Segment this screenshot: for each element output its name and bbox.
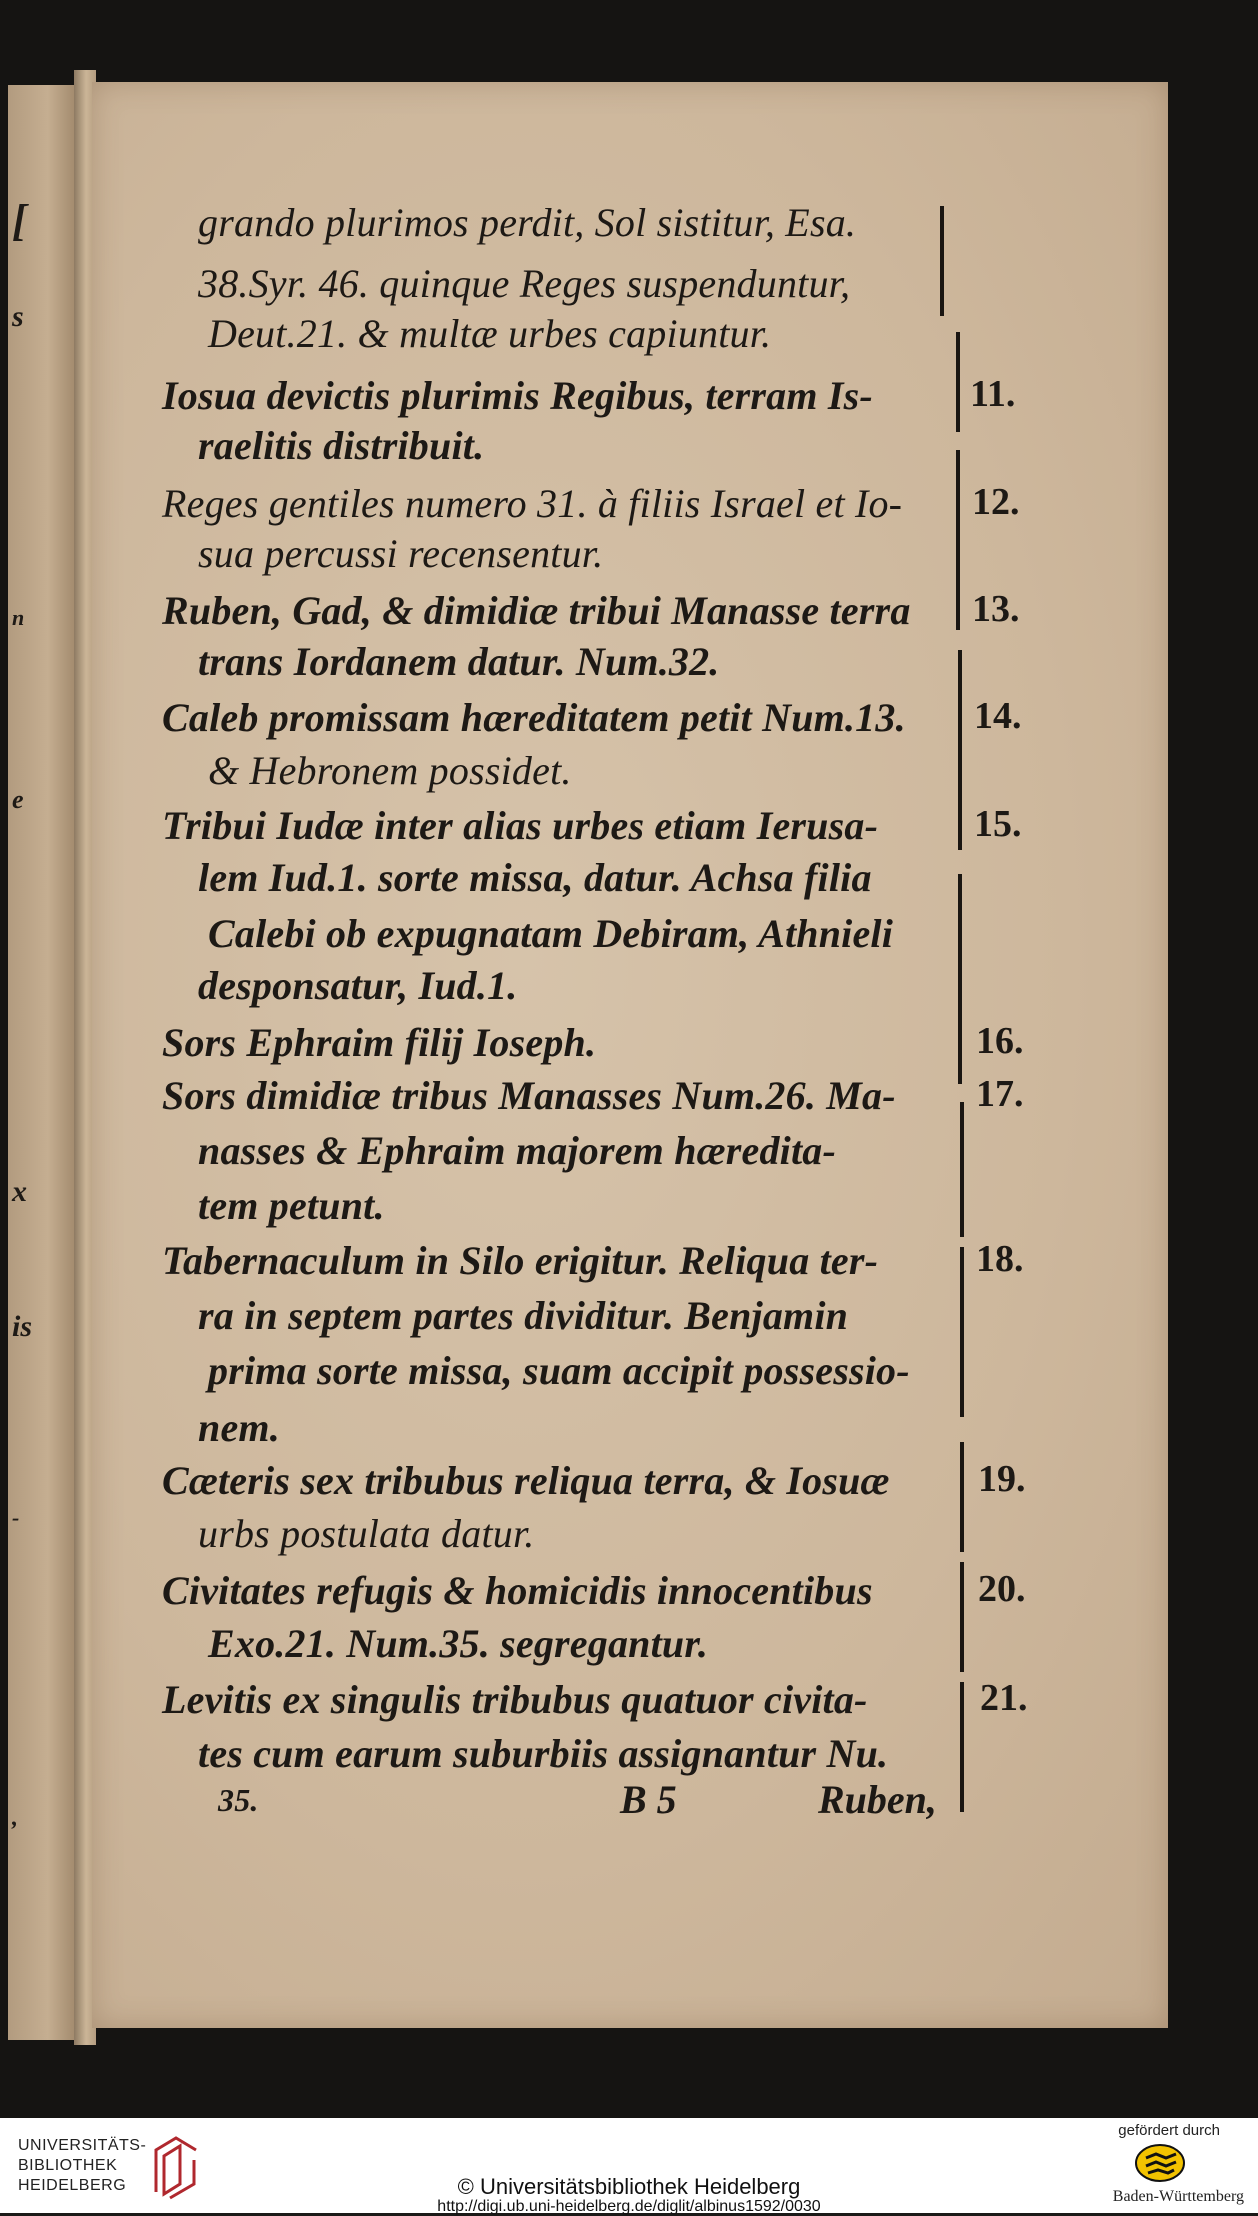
- chapter-number: 16.: [976, 1020, 1024, 1062]
- chapter-number: 11.: [970, 373, 1016, 415]
- facing-page-glyphs: [ s n e x is - ,: [12, 196, 33, 1831]
- chapter-number: 21.: [980, 1677, 1028, 1719]
- text-line: trans Iordanem datur. Num.32.: [198, 639, 720, 684]
- marginal-bracket: [960, 1682, 964, 1812]
- text-line: Calebi ob expugnatam Debiram, Athnieli: [208, 911, 894, 956]
- text-line: Tabernaculum in Silo erigitur. Reliqua ter-: [162, 1238, 879, 1283]
- marginal-bracket: [940, 206, 944, 316]
- chapter-number: 15.: [974, 803, 1022, 845]
- library-line: UNIVERSITÄTS-: [18, 2137, 147, 2154]
- marginal-bracket: [960, 1247, 964, 1417]
- text-line: desponsatur, Iud.1.: [198, 963, 518, 1008]
- text-line: sua percussi recensentur.: [198, 531, 604, 576]
- facing-page-edge: [8, 85, 76, 2040]
- text-line: Civitates refugis & homicidis innocentibus: [162, 1568, 873, 1613]
- text-line: Exo.21. Num.35. segregantur.: [208, 1621, 709, 1666]
- copyright-text: © Universitätsbibliothek Heidelberg: [457, 2174, 801, 2199]
- marginal-bracket: [956, 450, 960, 630]
- footer-bar: [0, 2118, 1258, 2213]
- marginal-bracket: [960, 1442, 964, 1552]
- chapter-number: 19.: [978, 1458, 1026, 1500]
- catchword: Ruben,: [818, 1777, 937, 1822]
- text-line: ra in septem partes dividitur. Benjamin: [198, 1293, 849, 1338]
- text-line: Deut.21. & multæ urbes capiuntur.: [208, 311, 772, 356]
- text-line: nasses & Ephraim majorem hæredita-: [198, 1128, 836, 1173]
- text-line: tes cum earum suburbiis assignantur Nu.: [198, 1731, 889, 1776]
- chapter-number: 13.: [972, 588, 1020, 630]
- chapter-number: 12.: [972, 481, 1020, 523]
- chapter-number: 20.: [978, 1568, 1026, 1610]
- marginal-bracket: [956, 332, 960, 432]
- permalink[interactable]: http://digi.ub.uni-heidelberg.de/diglit/albinus1592/0030: [437, 2198, 821, 2215]
- chapter-number: 17.: [976, 1073, 1024, 1115]
- text-line: Reges gentiles numero 31. à filiis Israel et Io-: [162, 481, 903, 526]
- text-line: grando plurimos perdit, Sol sistitur, Esa.: [198, 200, 857, 245]
- text-line: Tribui Iudæ inter alias urbes etiam Ierusa-: [162, 803, 879, 848]
- text-line: 38.Syr. 46. quinque Reges suspenduntur,: [198, 261, 851, 306]
- text-line: Ruben, Gad, & dimidiæ tribui Manasse terra: [162, 588, 911, 633]
- text-line: Sors Ephraim filij Ioseph.: [162, 1020, 597, 1065]
- text-line: Iosua devictis plurimis Regibus, terram Is-: [162, 373, 873, 418]
- text-line: lem Iud.1. sorte missa, datur. Achsa filia: [198, 855, 872, 900]
- text-line: nem.: [198, 1405, 280, 1450]
- marginal-bracket: [958, 650, 962, 850]
- text-line: & Hebronem possidet.: [208, 748, 572, 793]
- text-line: tem petunt.: [198, 1183, 385, 1228]
- text-line: prima sorte missa, suam accipit possessio-: [208, 1348, 910, 1393]
- text-line: Levitis ex singulis tribubus quatuor civita-: [162, 1677, 868, 1722]
- text-line: 35.: [218, 1782, 259, 1818]
- coat-of-arms-icon: [1132, 2142, 1188, 2184]
- marginal-bracket: [958, 874, 962, 1084]
- chapter-number: 14.: [974, 695, 1022, 737]
- chapter-number: 18.: [976, 1238, 1024, 1280]
- library-line: HEIDELBERG: [18, 2177, 127, 2194]
- library-line: BIBLIOTHEK: [18, 2157, 118, 2174]
- signature-mark: B 5: [620, 1777, 677, 1822]
- text-line: Sors dimidiæ tribus Manasses Num.26. Ma-: [162, 1073, 896, 1118]
- text-line: Cæteris sex tribubus reliqua terra, & Iosuæ: [162, 1458, 890, 1503]
- text-line: raelitis distribuit.: [198, 423, 485, 468]
- funded-by-label: gefördert durch: [1118, 2122, 1220, 2139]
- book-page: [92, 82, 1168, 2028]
- text-line: urbs postulata datur.: [198, 1511, 535, 1556]
- marginal-bracket: [960, 1562, 964, 1672]
- marginal-bracket: [960, 1102, 964, 1237]
- text-line: Caleb promissam hæreditatem petit Num.13.: [162, 695, 906, 740]
- funder-name: Baden-Württemberg: [1112, 2188, 1244, 2205]
